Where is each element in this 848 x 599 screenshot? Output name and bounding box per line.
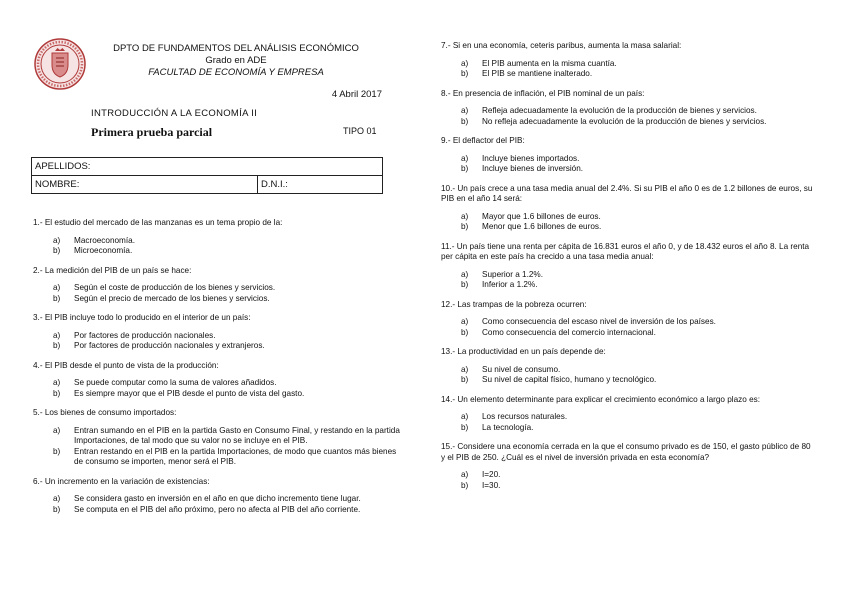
option-letter: b) (461, 116, 469, 126)
option-text: Su nivel de consumo. (482, 364, 561, 374)
option-letter: b) (53, 388, 61, 398)
option-letter: a) (53, 235, 61, 245)
question-item (33, 313, 405, 352)
option-text: Por factores de producción nacionales. (74, 330, 216, 340)
question-item (33, 477, 405, 516)
question-item (441, 442, 816, 491)
answer-option[interactable] (441, 317, 816, 328)
option-text: Se puede computar como la suma de valores añadidos. (74, 378, 277, 387)
question-text: 15.- Considere una economía cerrada en la que el consumo privado es de 150, el gasto público de 80 y el PIB de 250. ¿Cuál es el nivel de inversión privada en esta economía? (441, 442, 811, 462)
question-item (441, 300, 816, 339)
option-text: Como consecuencia del escaso nivel de inversión de los países. (482, 317, 716, 326)
option-letter: b) (53, 504, 61, 514)
answer-option[interactable] (441, 69, 816, 80)
option-letter: b) (461, 480, 469, 490)
option-letter: b) (53, 341, 61, 350)
answer-options (33, 378, 405, 399)
answer-option[interactable] (441, 365, 816, 376)
question-text: 7.- Si en una economía, ceteris paribus, aumenta la masa salarial: (441, 41, 682, 50)
option-text: I=20. (482, 470, 501, 479)
question-text: 13.- La productividad en un país depende de: (441, 347, 606, 356)
answer-option[interactable] (33, 494, 405, 505)
answer-option[interactable] (441, 423, 816, 434)
answer-option[interactable] (33, 246, 405, 257)
answer-options (441, 317, 816, 338)
question-text: 9.- El deflactor del PIB: (441, 136, 525, 145)
answer-option[interactable] (441, 470, 816, 481)
question-item (441, 347, 816, 386)
option-text: No refleja adecuadamente la evolución de la producción de bienes y servicios. (482, 116, 767, 126)
question-item (441, 89, 816, 128)
option-letter: a) (461, 364, 469, 374)
field-divider (257, 176, 258, 193)
option-text: Mayor que 1.6 billones de euros. (482, 211, 601, 221)
option-letter: a) (461, 317, 469, 326)
student-info-box (31, 157, 383, 194)
name-label: NOMBRE: (35, 179, 80, 190)
option-letter: a) (461, 269, 469, 279)
option-letter: b) (461, 327, 469, 337)
option-letter: b) (53, 446, 61, 456)
question-item (441, 184, 816, 233)
answer-option[interactable] (441, 375, 816, 386)
answer-option[interactable] (33, 447, 405, 468)
option-text: Como consecuencia del comercio internacional. (482, 327, 656, 337)
name-row[interactable] (32, 176, 382, 193)
degree-name: Grado en ADE (205, 55, 267, 66)
option-text: Entran restando en el PIB en la partida Importaciones, de modo que cuantos más bienes de consumo se importen, menor será el PIB. (74, 446, 397, 466)
answer-options (33, 236, 405, 257)
answer-option[interactable] (441, 106, 816, 117)
option-letter: b) (461, 375, 469, 384)
question-text: 2.- La medición del PIB de un país se hace: (33, 265, 192, 275)
answer-option[interactable] (441, 154, 816, 165)
id-label: D.N.I.: (261, 179, 288, 190)
option-letter: b) (461, 422, 469, 432)
answer-options (441, 59, 816, 80)
answer-option[interactable] (33, 283, 405, 294)
option-text: Microeconomía. (74, 246, 133, 255)
answer-option[interactable] (441, 280, 816, 291)
answer-options (33, 331, 405, 352)
option-letter: a) (461, 470, 469, 479)
question-item (33, 218, 405, 257)
option-text: Según el precio de mercado de los bienes y servicios. (74, 293, 270, 303)
option-text: Entran sumando en el PIB en la partida Gasto en Consumo Final, y restando en la partida Importaciones, de tal modo que su valor no se incluye en el PIB. (74, 425, 400, 445)
answer-option[interactable] (441, 328, 816, 339)
answer-options (441, 212, 816, 233)
answer-option[interactable] (441, 212, 816, 223)
answer-options (441, 365, 816, 386)
question-item (441, 41, 816, 80)
answer-option[interactable] (33, 341, 405, 352)
option-letter: a) (461, 106, 469, 115)
answer-options (441, 270, 816, 291)
answer-options (441, 106, 816, 127)
option-letter: b) (53, 246, 61, 255)
left-question-column (33, 218, 405, 524)
answer-options (33, 283, 405, 304)
institution-header (96, 43, 376, 79)
question-text: 5.- Los bienes de consumo importados: (33, 408, 177, 417)
answer-option[interactable] (33, 294, 405, 305)
question-item (33, 361, 405, 400)
question-text: 4.- El PIB desde el punto de vista de la producción: (33, 360, 219, 370)
answer-options (33, 426, 405, 468)
question-text: 1.- El estudio del mercado de las manzanas es un tema propio de la: (33, 218, 283, 227)
option-text: Los recursos naturales. (482, 412, 568, 421)
option-text: Se computa en el PIB del año próximo, pero no afecta al PIB del año corriente. (74, 504, 361, 514)
question-text: 6.- Un incremento en la variación de existencias: (33, 476, 210, 486)
question-text: 11.- Un país tiene una renta per cápita de 16.831 euros el año 0, y de 18.432 euros el año 8. La renta per cápita en este país ha crecido a una tasa media anual: (441, 241, 810, 261)
answer-option[interactable] (441, 270, 816, 281)
option-text: Superior a 1.2%. (482, 269, 543, 279)
option-text: I=30. (482, 480, 501, 490)
option-text: Incluye bienes de inversión. (482, 164, 584, 173)
answer-option[interactable] (33, 236, 405, 247)
option-text: Es siempre mayor que el PIB desde el punto de vista del gasto. (74, 388, 305, 398)
exam-title: Primera prueba parcial (91, 125, 213, 139)
surname-row[interactable] (32, 158, 382, 176)
answer-options (441, 470, 816, 491)
answer-option[interactable] (441, 117, 816, 128)
option-text: Se considera gasto en inversión en el año en que dicho incremento tiene lugar. (74, 494, 361, 503)
option-text: Menor que 1.6 billones de euros. (482, 222, 602, 231)
question-item (441, 242, 816, 291)
question-text: 14.- Un elemento determinante para explicar el crecimiento económico a largo plazo es: (441, 394, 761, 404)
option-letter: a) (461, 153, 469, 163)
answer-option[interactable] (33, 389, 405, 400)
option-text: Inferior a 1.2%. (482, 280, 538, 289)
option-text: Según el coste de producción de los bienes y servicios. (74, 283, 276, 292)
option-text: El PIB se mantiene inalterado. (482, 69, 593, 78)
option-text: Incluye bienes importados. (482, 153, 580, 163)
option-letter: a) (53, 494, 61, 503)
option-letter: a) (53, 330, 61, 340)
answer-option[interactable] (441, 222, 816, 233)
answer-options (441, 412, 816, 433)
university-seal-icon (34, 38, 86, 90)
option-letter: b) (461, 69, 469, 78)
answer-option[interactable] (33, 505, 405, 516)
question-item (33, 266, 405, 305)
option-letter: b) (461, 222, 469, 231)
question-text: 10.- Un país crece a una tasa media anual del 2.4%. Si su PIB el año 0 es de 1.2 billones de euros, su PIB en el año 14 será: (441, 183, 813, 203)
course-title: INTRODUCCIÓN A LA ECONOMÍA II (91, 108, 258, 119)
option-letter: a) (53, 378, 61, 387)
right-question-column (441, 41, 816, 500)
question-text: 8.- En presencia de inflación, el PIB nominal de un país: (441, 88, 645, 98)
option-letter: a) (461, 211, 469, 221)
question-item (33, 408, 405, 468)
option-letter: b) (53, 293, 61, 303)
question-item (441, 136, 816, 175)
option-letter: a) (461, 58, 469, 68)
option-text: El PIB aumenta en la misma cuantía. (482, 58, 617, 68)
option-letter: a) (461, 412, 469, 421)
option-text: Su nivel de capital físico, humano y tecnológico. (482, 375, 657, 384)
exam-type: TIPO 01 (343, 126, 377, 136)
exam-date: 4 Abril 2017 (331, 89, 382, 100)
option-letter: a) (53, 425, 61, 435)
question-text: 3.- El PIB incluye todo lo producido en el interior de un país: (33, 313, 251, 322)
option-text: La tecnología. (482, 422, 534, 432)
option-letter: a) (53, 283, 61, 292)
answer-option[interactable] (441, 481, 816, 492)
answer-option[interactable] (33, 378, 405, 389)
answer-option[interactable] (33, 426, 405, 447)
question-item (441, 395, 816, 434)
question-text: 12.- Las trampas de la pobreza ocurren: (441, 299, 587, 309)
answer-option[interactable] (441, 59, 816, 70)
faculty-name: FACULTAD DE ECONOMÍA Y EMPRESA (148, 67, 324, 78)
option-letter: b) (461, 280, 469, 289)
answer-options (33, 494, 405, 515)
answer-option[interactable] (441, 412, 816, 423)
option-letter: b) (461, 164, 469, 173)
answer-option[interactable] (441, 164, 816, 175)
option-text: Macroeconomía. (74, 235, 135, 245)
surname-label: APELLIDOS: (35, 161, 91, 172)
answer-option[interactable] (33, 331, 405, 342)
option-text: Por factores de producción nacionales y extranjeros. (74, 341, 265, 350)
answer-options (441, 154, 816, 175)
option-text: Refleja adecuadamente la evolución de la producción de bienes y servicios. (482, 106, 757, 115)
department-name: DPTO DE FUNDAMENTOS DEL ANÁLISIS ECONÓMICO (113, 43, 359, 54)
